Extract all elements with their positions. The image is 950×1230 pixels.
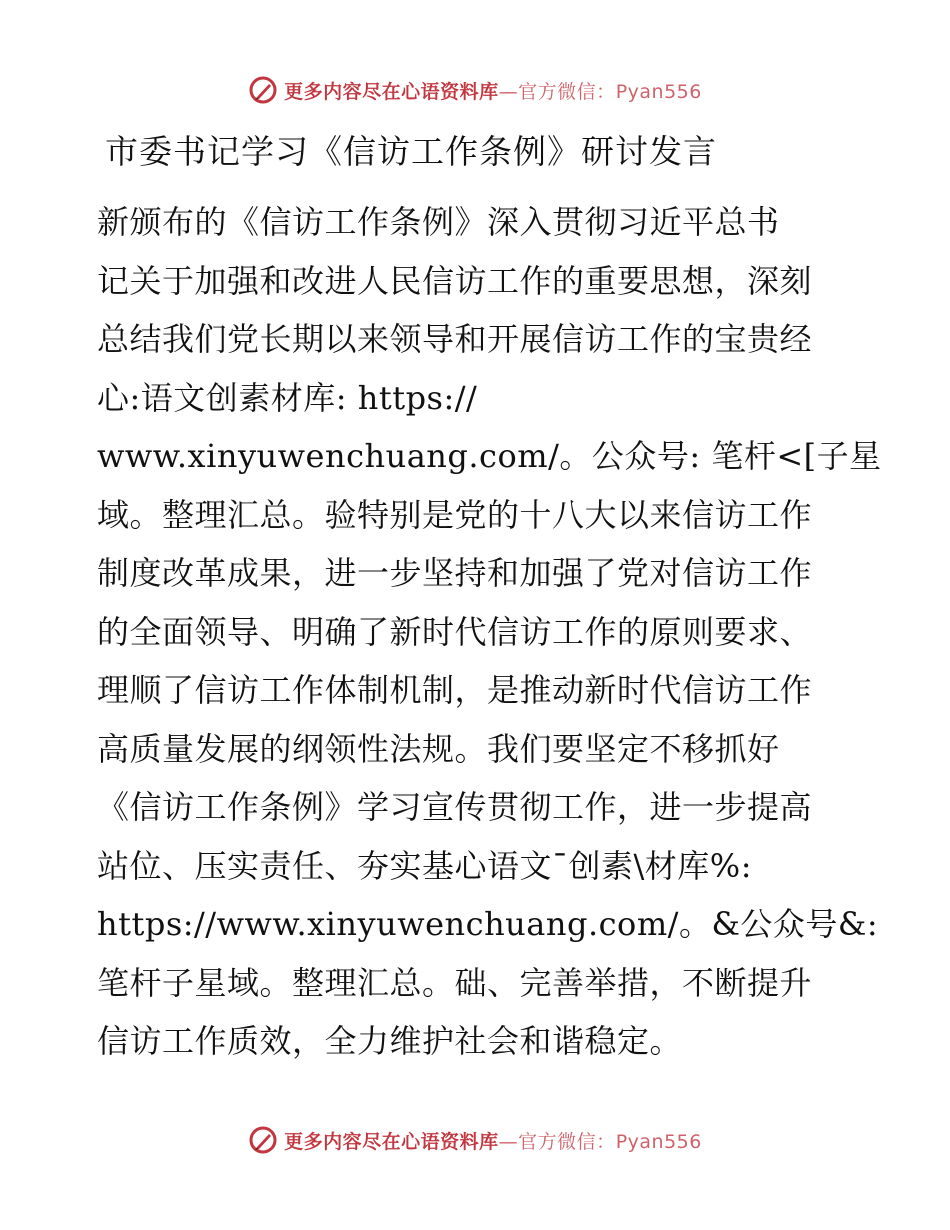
text-line: 记关于加强和改进人民信访工作的重要思想，深刻 — [97, 261, 813, 300]
text-line: 制度改革成果，进一步坚持和加强了党对信访工作 — [97, 554, 813, 592]
text-line: www.xinyuwenchuang.com/。公众号: 笔杆<[子星 — [97, 437, 882, 475]
text-line: 笔杆子星域。整理汇总。础、完善举措，不断提升 — [97, 963, 813, 1002]
document-title: 市委书记学习《信访工作条例》研讨发言 — [105, 132, 717, 171]
footer-banner — [0, 1120, 950, 1160]
text-line: https://www.xinyuwenchuang.com/。&公众号&: — [97, 905, 879, 943]
text-line: 心:语文创素材库: https:// — [97, 378, 478, 417]
text-line: 信访工作质效，全力维护社会和谐稳定。 — [97, 1022, 683, 1060]
pen-logo-icon — [248, 1125, 278, 1155]
body-text — [97, 193, 882, 1071]
banner-text: 更多内容尽在心语资料库—官方微信：Pyan556 — [284, 1130, 702, 1153]
text-line: 站位、压实责任、夯实基心语文¯创素\材库%: — [97, 846, 752, 885]
header-banner — [0, 70, 950, 110]
text-line: 高质量发展的纲领性法规。我们要坚定不移抓好 — [97, 729, 780, 768]
text-line: 理顺了信访工作体制机制，是推动新时代信访工作 — [97, 671, 813, 709]
banner-text: 更多内容尽在心语资料库—官方微信：Pyan556 — [284, 80, 702, 103]
text-line: 新颁布的《信访工作条例》深入贯彻习近平总书 — [97, 203, 780, 241]
text-line: 的全面领导、明确了新时代信访工作的原则要求、 — [97, 612, 813, 651]
text-line: 域。整理汇总。验特别是党的十八大以来信访工作 — [97, 495, 813, 534]
text-line: 总结我们党长期以来领导和开展信访工作的宝贵经 — [97, 320, 813, 358]
text-line: 《信访工作条例》学习宣传贯彻工作，进一步提高 — [97, 788, 813, 826]
pen-logo-icon — [248, 75, 278, 105]
